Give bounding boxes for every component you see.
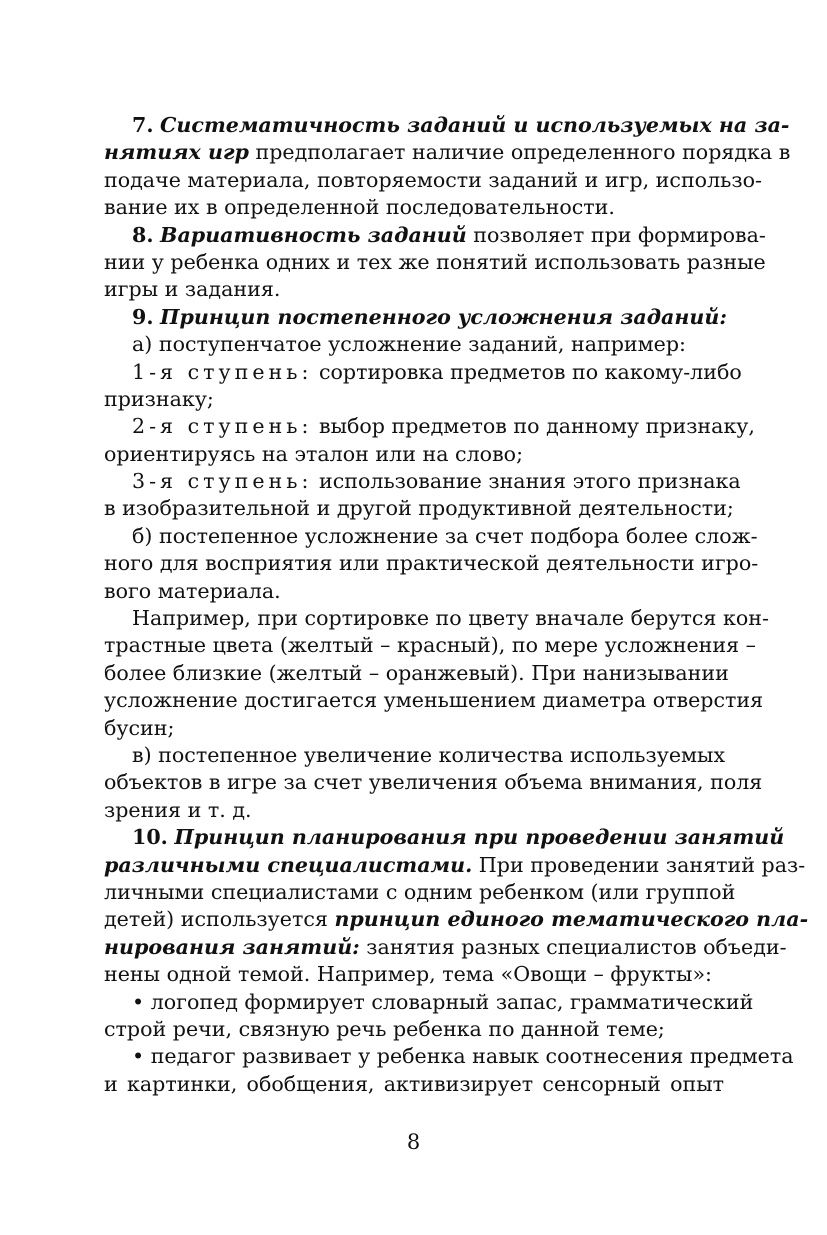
p8-line-1 [104,222,766,249]
p8-number: 8. [132,222,154,247]
p9-title: Принцип постепенного усложнения заданий: [160,304,727,329]
p9-step3-cont: в изобразительной и другой продуктивной деятельности; [104,496,734,521]
p9-v-line-1: в) постепенное увеличение количества используемых [132,742,726,767]
page-number: 8 [406,1130,421,1154]
p7-line-2 [104,139,791,166]
p9-v-line-2: объектов в игре за счет увеличения объема внимания, поля [104,770,763,795]
p9-heading [104,304,727,331]
p9-step2-line [104,413,755,440]
p9-step3-text: использование знания этого признака [312,469,741,494]
p7-title-a: Систематичность заданий и используемых на за- [160,113,790,137]
p8-line-2: нии у ребенка одних и тех же понятий использовать разные [104,249,766,274]
page-body [104,112,809,1098]
p10-line-4 [104,906,809,933]
p10-rest: При проведении занятий раз- [472,852,806,877]
p10-bullet2-line-2: и картинки, обобщения, активизирует сенсорный опыт [104,1071,724,1096]
p9-v-line-3: зрения и т. д. [104,797,252,822]
p9-b-line-1: б) постепенное усложнение за счет подбора более слож- [132,523,758,548]
p7-rest: предполагает наличие определенного порядка в [248,140,791,165]
p9-step2-label: 2-я ступень: [132,414,313,439]
p7-line-4: вание их в определенной последовательности. [104,195,615,220]
p10-bullet1-line-1: • логопед формирует словарный запас, грамматический [132,989,754,1014]
p9-b-line-3: вого материала. [104,578,281,603]
p9-a: а) поступенчатое усложнение заданий, например: [132,332,686,357]
p8-rest: позволяет при формирова- [466,222,766,247]
p9-step3-line [104,468,741,495]
p10-line-3: личными специалистами с одним ребенком (или группой [104,879,736,904]
p10-title-a: Принцип планирования при проведении занятий [174,825,785,850]
p7-line-3: подаче материала, повторяемости заданий и игр, использо- [104,167,762,192]
p10-number: 10. [132,825,168,850]
p9-example-line-5: бусин; [104,715,175,740]
p10-bullet1-line-2: строй речи, связную речь ребенка по данной теме; [104,1016,665,1041]
p9-example-line-2: трастные цвета (желтый – красный), по мере усложнения – [104,633,756,658]
p10-l4-bold: нирования занятий: [104,934,360,959]
p10-l3-pre: детей) используется [104,907,335,932]
p10-title-b: различными специалистами. [104,852,473,877]
p9-step3-label: 3-я ступень: [132,469,313,494]
p10-line-6: нены одной темой. Например, тема «Овощи – фрукты»: [104,962,712,987]
p9-step1-line [104,359,742,386]
p7-number: 7. [132,113,154,137]
p9-number: 9. [132,304,154,329]
p10-line-1 [104,824,785,851]
p9-example-line-3: более близкие (желтый – оранжевый). При нанизывании [104,660,729,685]
p8-title: Вариативность заданий [160,222,467,247]
p10-line-2 [104,852,806,879]
p9-step2-text: выбор предметов по данному признаку, [312,414,755,439]
p9-step1-cont: признаку; [104,386,214,411]
p10-l4-rest: занятия разных специалистов объеди- [359,934,787,959]
p9-example-line-1: Например, при сортировке по цвету вначале берутся кон- [132,606,769,631]
p10-line-5 [104,934,787,961]
p9-step1-text: сортировка предметов по какому-либо [312,359,742,384]
p9-example-line-4: усложнение достигается уменьшением диаметра отверстия [104,688,764,713]
p9-step2-cont: ориентируясь на эталон или на слово; [104,441,524,466]
p9-step1-label: 1-я ступень: [132,359,313,384]
p7-title-b: нятиях игр [104,140,249,165]
p10-l3-bold: принцип единого тематического пла- [334,907,809,932]
p10-bullet2-line-1: • педагог развивает у ребенка навык соотнесения предмета [132,1044,794,1069]
p8-line-3: игры и задания. [104,277,281,302]
p9-b-line-2: ного для восприятия или практической деятельности игро- [104,551,759,576]
p7-line-1 [104,112,790,139]
